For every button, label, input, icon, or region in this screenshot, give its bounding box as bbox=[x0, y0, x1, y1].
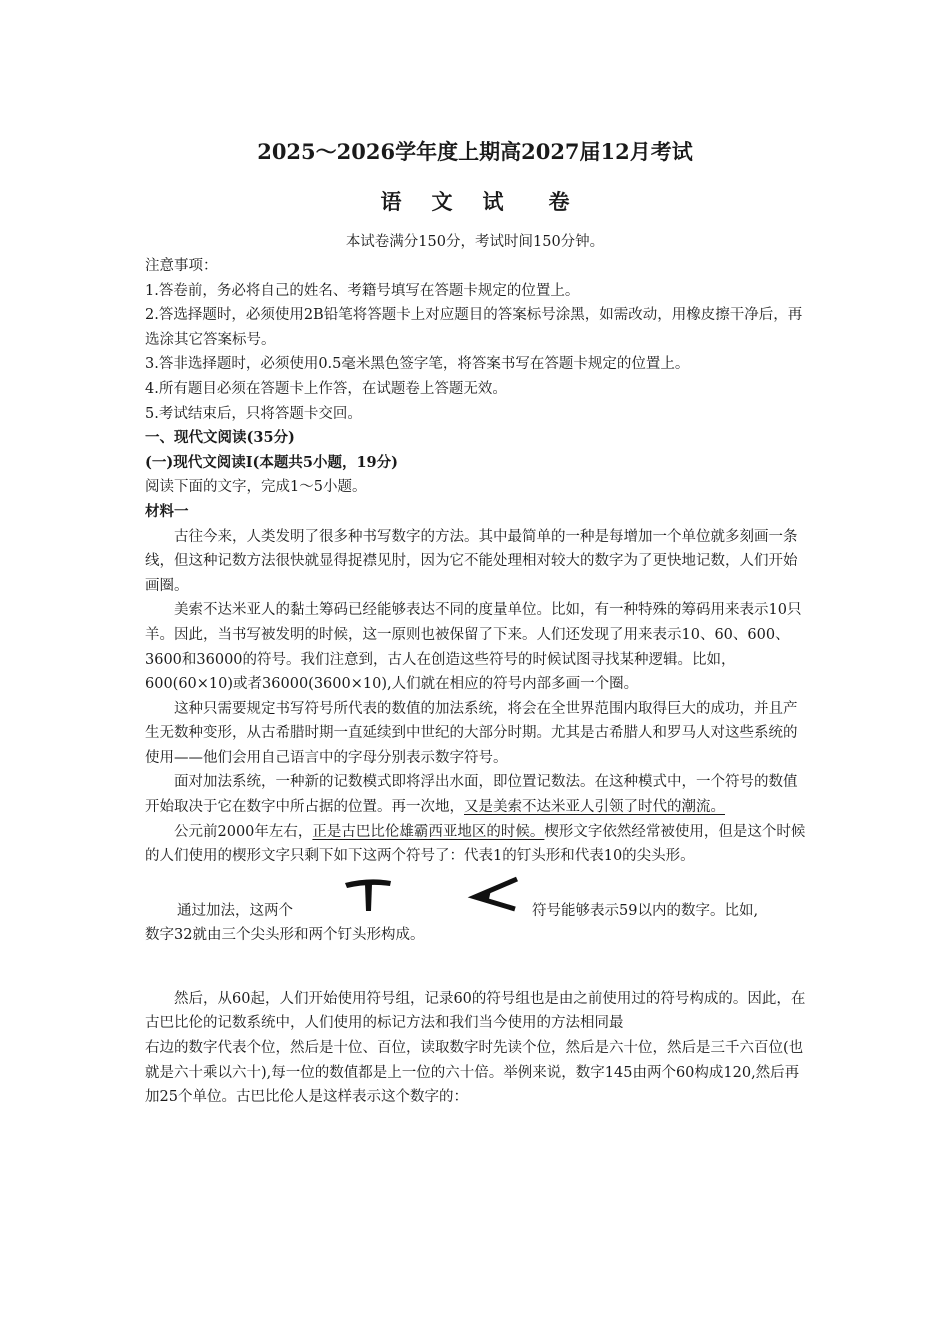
subject-title bbox=[0, 186, 950, 216]
wedge-angle-icon bbox=[461, 875, 521, 915]
exam-info: 本试卷满分150分，考试时间150分钟。 bbox=[345, 234, 605, 250]
note-item: 2.答选择题时，必须使用2B铅笔将答题卡上对应题目的答案标号涂黑，如需改动，用橡皮擦干净后，再选涂其它答案标号。 bbox=[145, 307, 803, 348]
exam-title: 2025～2026学年度上期高2027届12月考试 bbox=[257, 139, 693, 164]
paragraph-text: 楔形文字依然经常被使用，但是这个时候的人们使用的楔形文字只剩下如下这两个符号了：代表1的钉头形和代表10的尖头形。 bbox=[145, 823, 806, 865]
paragraph-text: 符号能够表示59以内的数字。比如, bbox=[532, 902, 759, 919]
note-item: 5.考试结束后，只将答题卡交回。 bbox=[145, 405, 362, 422]
cuneiform-symbol-line bbox=[145, 869, 810, 943]
instruction: 阅读下面的文字，完成1～5小题。 bbox=[145, 479, 367, 496]
section-subheading: (一)现代文阅读Ⅰ(本题共5小题，19分) bbox=[145, 453, 398, 471]
paragraph bbox=[145, 820, 810, 869]
subject-char: 卷 bbox=[548, 189, 570, 214]
note-item: 3.答非选择题时，必须使用0.5毫米黑色签字笔，将答案书写在答题卡规定的位置上。 bbox=[145, 356, 690, 373]
paragraph: 然后，从60起，人们开始使用符号组，记录60的符号组也是由之前使用过的符号构成的。因此，在古巴比伦的记数系统中，人们使用的标记方法和我们当今使用的方法相同最 bbox=[145, 990, 806, 1032]
subject-char: 文 bbox=[431, 189, 453, 214]
paragraph-text: 面对加法系统，一种新的记数模式即将浮出水面，即位置记数法。在这种模式中，一个符号的数值开始取决于它在数字中所占据的位置。再一次地， bbox=[145, 774, 798, 816]
section-heading: 一、现代文阅读(35分) bbox=[145, 429, 295, 447]
exam-body bbox=[145, 254, 810, 1110]
note-item: 1.答卷前，务必将自己的姓名、考籍号填写在答题卡规定的位置上。 bbox=[145, 282, 580, 299]
paragraph-text: 通过加法，这两个 bbox=[177, 902, 293, 919]
note-item: 4.所有题目必须在答题卡上作答，在试题卷上答题无效。 bbox=[145, 380, 507, 397]
notes-heading: 注意事项： bbox=[145, 258, 218, 274]
paragraph-text: 数字32就由三个尖头形和两个钉头形构成。 bbox=[145, 926, 425, 943]
paragraph: 右边的数字代表个位，然后是十位、百位，读取数字时先读个位，然后是六十位，然后是三千六百位(也就是六十乘以六十),每一位的数值都是上一位的六十倍。举例来说，数字145由两个60构成120,然后再加25个单位。古巴比伦人是这样表示这个数字的： bbox=[145, 1040, 804, 1106]
paragraph: 美索不达米亚人的黏土筹码已经能够表达不同的度量单位。比如，有一种特殊的筹码用来表示10只羊。因此，当书写被发明的时候，这一原则也被保留了下来。人们还发现了用来表示10、60、600、3600和36000的符号。我们注意到，古人在创造这些符号的时候试图寻找某种逻辑。比如，600(60×10)或者36000(3600×10),人们就在相应的符号内部多画一个圈。 bbox=[145, 602, 802, 693]
material-label: 材料一 bbox=[145, 502, 189, 520]
paragraph: 这种只需要规定书写符号所代表的数值的加法系统，将会在全世界范围内取得巨大的成功，并且产生无数种变形，从古希腊时期一直延续到中世纪的大部分时期。尤其是古希腊人和罗马人对这些系统的使用——他们会用自己语言中的字母分别表示数字符号。 bbox=[145, 700, 798, 766]
paragraph: 古往今来，人类发明了很多种书写数字的方法。其中最简单的一种是每增加一个单位就多刻画一条线，但这种记数方法很快就显得捉襟见肘，因为它不能处理相对较大的数字为了更快地记数，人们开始画圈。 bbox=[145, 528, 798, 594]
underlined-sentence: 又是美索不达米亚人引领了时代的潮流。 bbox=[464, 799, 725, 816]
subject-char: 语 bbox=[380, 189, 402, 214]
underlined-sentence: 正是古巴比伦雄霸西亚地区的时候。 bbox=[312, 823, 545, 840]
underlined-sentence: 公元前2000年左右， bbox=[174, 823, 313, 840]
subject-char: 试 bbox=[482, 189, 504, 214]
paragraph bbox=[145, 770, 810, 819]
wedge-nail-icon bbox=[341, 875, 397, 915]
